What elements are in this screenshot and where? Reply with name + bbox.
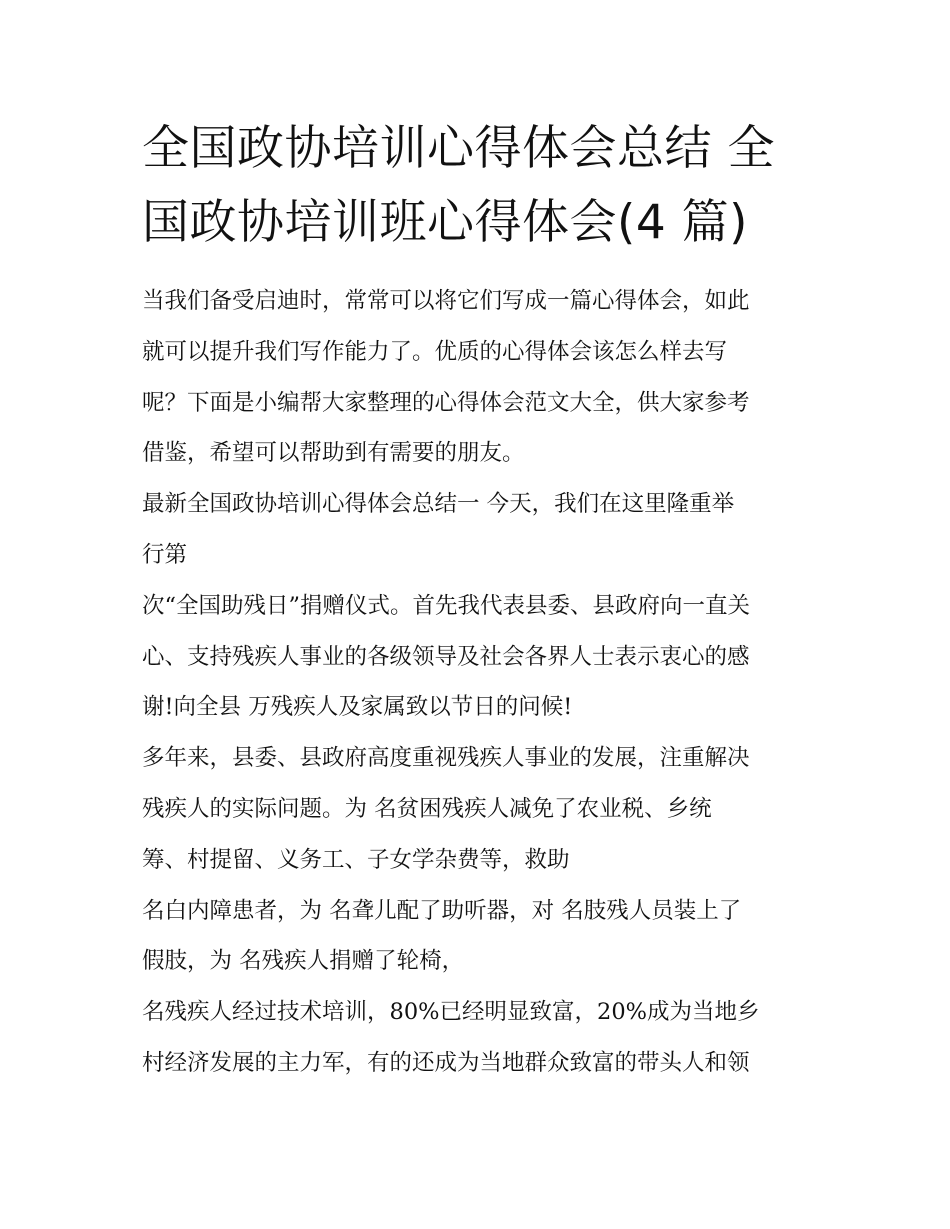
body-line: 心、支持残疾人事业的各级领导及社会各界人士表示衷心的感 (142, 643, 750, 670)
document-body (142, 276, 822, 1089)
body-line: 呢？下面是小编帮大家整理的心得体会范文大全，供大家参考 (142, 389, 750, 416)
title-line: 国政协培训班心得体会(4 篇) (142, 195, 749, 250)
body-line: 谢!向全县 万残疾人及家属致以节日的问候! (142, 694, 573, 721)
body-line: 就可以提升我们写作能力了。优质的心得体会该怎么样去写 (142, 338, 728, 365)
body-line: 名残疾人经过技术培训，80%已经明显致富，20%成为当地乡 (142, 999, 760, 1026)
title-line: 全国政协培训心得体会总结 全 (142, 121, 775, 176)
body-line: 最新全国政协培训心得体会总结一 今天，我们在这里隆重举 (142, 491, 735, 518)
body-line: 筹、村提留、义务工、子女学杂费等，救助 (142, 846, 570, 873)
body-line: 当我们备受启迪时，常常可以将它们写成一篇心得体会，如此 (142, 288, 750, 314)
document-title (142, 112, 822, 260)
body-line: 假肢，为 名残疾人捐赠了轮椅， (142, 948, 465, 975)
body-line: 残疾人的实际问题。为 名贫困残疾人减免了农业税、乡统 (142, 795, 712, 822)
body-line: 村经济发展的主力军，有的还成为当地群众致富的带头人和领 (142, 1049, 750, 1076)
body-line: 多年来，县委、县政府高度重视残疾人事业的发展，注重解决 (142, 745, 750, 772)
body-line: 行第 (142, 541, 188, 568)
body-line: 借鉴，希望可以帮助到有需要的朋友。 (142, 440, 525, 467)
body-line: 次“全国助残日”捐赠仪式。首先我代表县委、县政府向一直关 (142, 592, 751, 619)
body-line: 名白内障患者，为 名聋儿配了助听器，对 名肢残人员装上了 (142, 897, 742, 924)
